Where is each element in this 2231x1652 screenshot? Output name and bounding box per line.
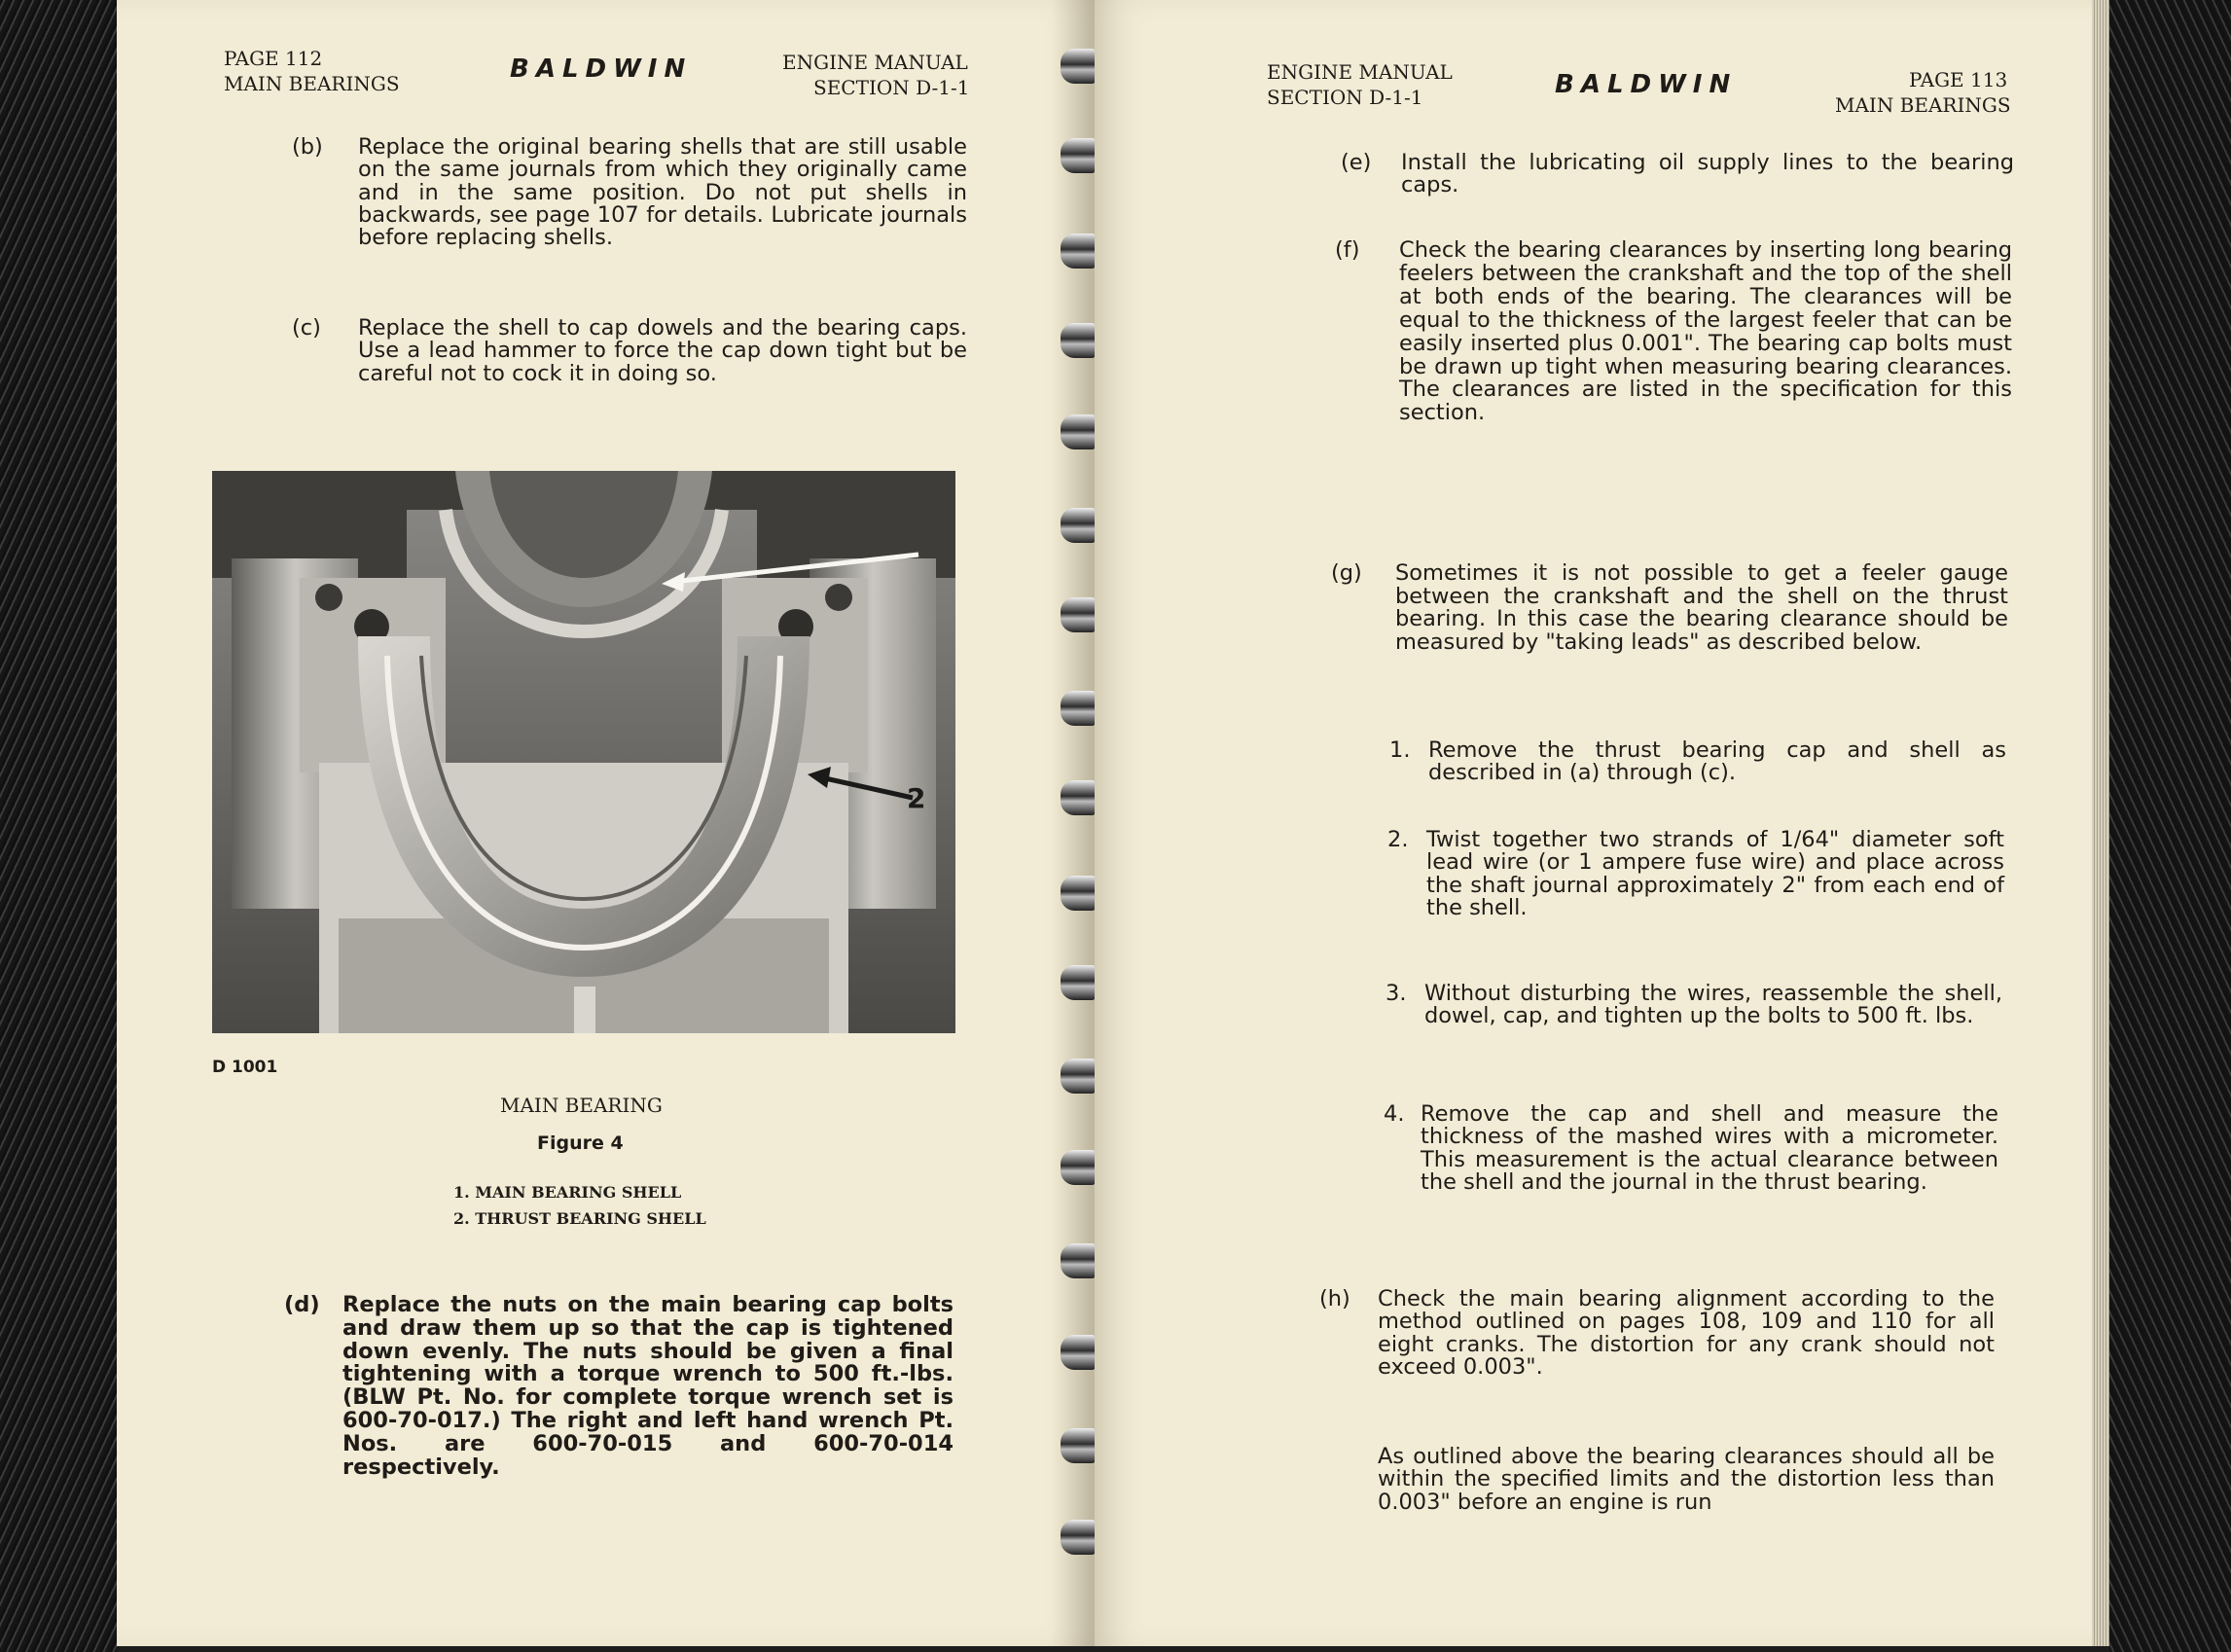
item-b-label: (b): [292, 134, 323, 160]
right-header-brand: BALDWIN: [1555, 70, 1738, 99]
left-header-manual-title: ENGINE MANUAL: [782, 51, 968, 74]
book-cover-right: [2109, 0, 2231, 1652]
item-g-label: (g): [1331, 560, 1362, 586]
step-4-label: 4.: [1384, 1101, 1405, 1127]
step-3-text: Without disturbing the wires, reassemble the shell, dowel, cap, and tighten up the bolts to 500 ft. lbs.: [1424, 981, 2002, 1029]
step-4-text: Remove the cap and shell and measure the thickness of the mashed wires with a micrometer. This measurement is the actual clearance between the shell and the journal in the thrust bearing.: [1421, 1101, 1998, 1195]
left-header-brand: BALDWIN: [510, 54, 693, 84]
figure-number: Figure 4: [537, 1132, 624, 1154]
left-header-section: SECTION D-1-1: [813, 76, 970, 99]
book-cover-left: [0, 0, 117, 1652]
figure-legend-2: 2. THRUST BEARING SHELL: [453, 1209, 706, 1228]
page-edges: [2092, 0, 2109, 1646]
item-b-text: Replace the original bearing shells that are still usable on the same journals from which they originally came and in the same position. Do not put shells in backwards, see page 107 for details. Lubricate journals before replacing shells.: [358, 134, 967, 251]
step-2-text: Twist together two strands of 1/64" diameter soft lead wire (or 1 ampere fuse wire) and place across the shaft journal approximately 2" from each end of the shell.: [1426, 827, 2004, 920]
item-f-label: (f): [1335, 237, 1360, 263]
step-1-label: 1.: [1389, 737, 1411, 763]
figure-legend-1: 1. MAIN BEARING SHELL: [453, 1183, 682, 1202]
item-g-text: Sometimes it is not possible to get a feeler gauge between the crankshaft and the shell on the thrust bearing. In this case the bearing clearance should be measured by "taking leads" as described below.: [1395, 560, 2008, 655]
figure-photo-id: D 1001: [212, 1058, 278, 1077]
callout-2: 2: [907, 782, 926, 814]
item-c-label: (c): [292, 315, 321, 341]
left-header-section-title: MAIN BEARINGS: [224, 72, 400, 95]
item-f-text: Check the bearing clearances by inserting long bearing feelers between the crankshaft and the top of the shell at both ends of the bearing. The clearances will be equal to the thickness of the largest feeler that can be easily inserted plus 0.001". The bearing cap bolts must be drawn up tight when measuring bearing clearances. The clearances are listed in the specification for this section.: [1399, 237, 2012, 426]
item-h-text: Check the main bearing alignment according to the method outlined on pages 108, 109 and 110 for all eight cranks. The distortion for any crank should not exceed 0.003".: [1378, 1286, 1995, 1380]
item-d-text: Replace the nuts on the main bearing cap bolts and draw them up so that the cap is tightened down evenly. The nuts should be given a final tightening with a torque wrench to 500 ft.-lbs. (BLW Pt. No. for complete torque wrench set is 600-70-017.) The right and left hand wrench Pt. Nos. are 600-70-015 and 600-70-014 respectively.: [342, 1292, 954, 1480]
bearing-photo: [212, 471, 955, 1033]
item-e-text: Install the lubricating oil supply lines to the bearing caps.: [1401, 150, 2014, 198]
right-header-section: SECTION D-1-1: [1267, 86, 1423, 109]
item-e-label: (e): [1341, 150, 1372, 175]
step-1-text: Remove the thrust bearing cap and shell as described in (a) through (c).: [1428, 737, 2006, 786]
right-header-manual-title: ENGINE MANUAL: [1267, 60, 1453, 84]
right-header-page-number: PAGE 113: [1909, 68, 2008, 91]
item-h-label: (h): [1319, 1286, 1350, 1311]
figure-title: MAIN BEARING: [500, 1094, 663, 1117]
step-2-label: 2.: [1387, 827, 1409, 852]
item-c-text: Replace the shell to cap dowels and the bearing caps. Use a lead hammer to force the cap down tight but be careful not to cock it in doing so.: [358, 315, 967, 386]
item-d-label: (d): [284, 1292, 320, 1317]
right-header-section-title: MAIN BEARINGS: [1835, 93, 2011, 117]
step-3-label: 3.: [1385, 981, 1407, 1006]
left-header-page-number: PAGE 112: [224, 47, 323, 70]
closing-paragraph: As outlined above the bearing clearances should all be within the specified limits and the distortion less than 0.003" before an engine is run: [1378, 1444, 1995, 1515]
